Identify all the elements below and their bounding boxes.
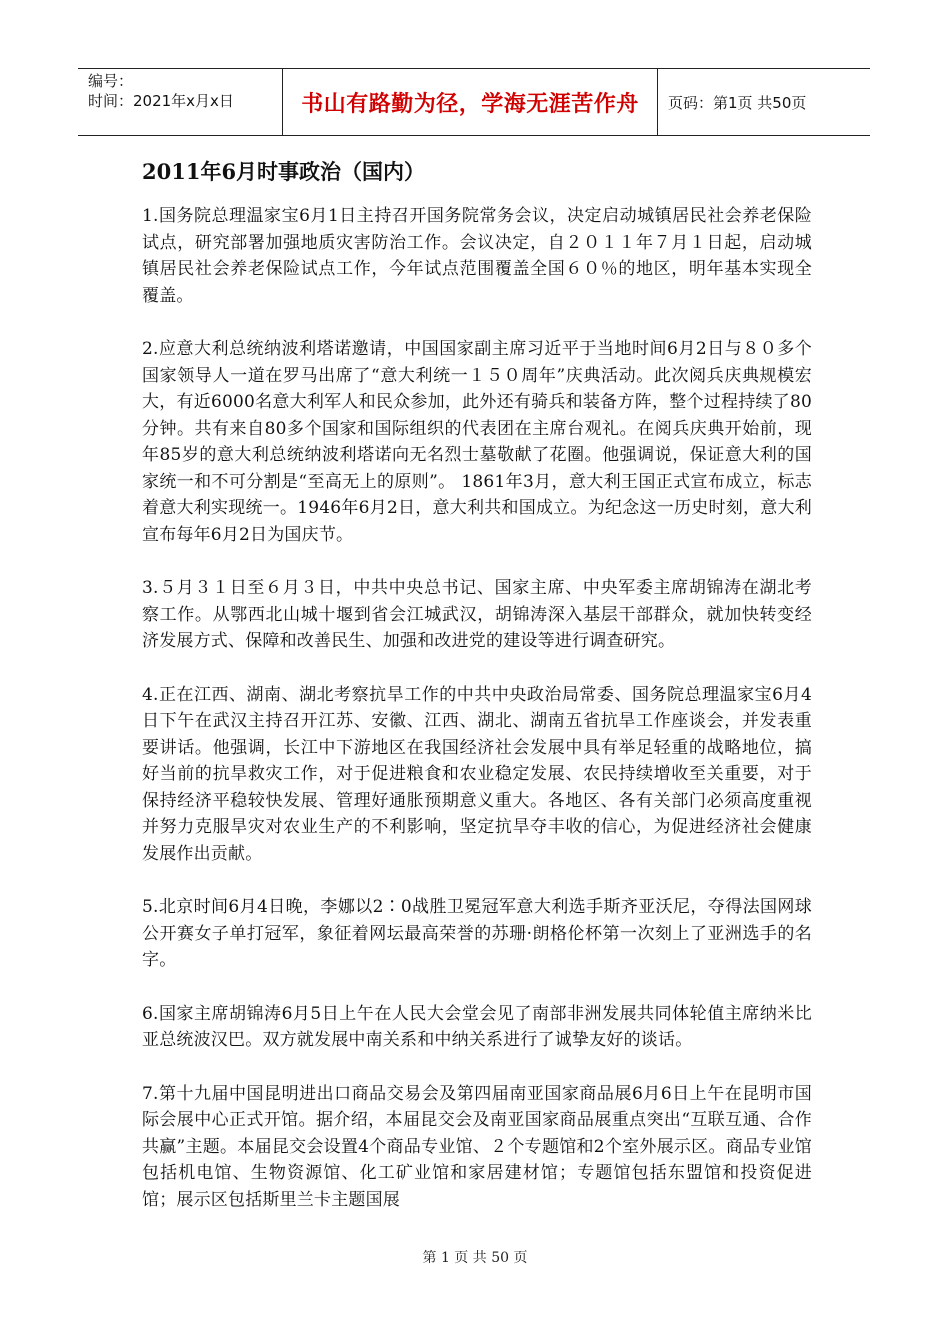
header-page-info: 页码：第1页 共50页 — [658, 69, 871, 136]
header-meta — [78, 69, 283, 136]
paragraph-4: 4.正在江西、湖南、湖北考察抗旱工作的中共中央政治局常委、国务院总理温家宝6月4日下午在武汉主持召开江苏、安徽、江西、湖北、湖南五省抗旱工作座谈会，并发表重要讲话。他强调，长江中下游地区在我国经济社会发展中具有举足轻重的战略地位，搞好当前的抗旱救灾工作，对于促进粮食和农业稳定发展、农民持续增收至关重要，对于保持经济平稳较快发展、管理好通胀预期意义重大。各地区、各有关部门必须高度重视并努力克服旱灾对农业生产的不利影响，坚定抗旱夺丰收的信心，为促进经济社会健康发展作出贡献。 — [142, 684, 812, 864]
paragraph-1: 1.国务院总理温家宝6月1日主持召开国务院常务会议，决定启动城镇居民社会养老保险试点，研究部署加强地质灾害防治工作。会议决定，自２０１１年７月１日起，启动城镇居民社会养老保险试点工作，今年试点范围覆盖全国６０％的地区，明年基本实现全覆盖。 — [142, 206, 812, 306]
paragraph-7: 7.第十九届中国昆明进出口商品交易会及第四届南亚国家商品展6月6日上午在昆明市国际会展中心正式开馆。据介绍，本届昆交会及南亚国家商品展重点突出“互联互通、合作共赢”主题。本届昆交会设置4个商品专业馆、２个专题馆和2个室外展示区。商品专业馆包括机电馆、生物资源馆、化工矿业馆和家居建材馆；专题馆包括东盟馆和投资促进馆；展示区包括斯里兰卡主题国展 — [142, 1083, 812, 1210]
page-footer: 第 1 页 共 50 页 — [422, 1250, 528, 1266]
document-title: 2011年6月时事政治（国内） — [142, 159, 426, 184]
paragraph-3: 3.５月３１日至６月３日，中共中央总书记、国家主席、中央军委主席胡锦涛在湖北考察工作。从鄂西北山城十堰到省会江城武汉，胡锦涛深入基层干部群众，就加快转变经济发展方式、保障和改善民生、加强和改进党的建设等进行调查研究。 — [142, 578, 812, 651]
document-body — [142, 203, 812, 1240]
paragraph-5: 5.北京时间6月4日晚，李娜以2∶0战胜卫冕冠军意大利选手斯齐亚沃尼，夺得法国网球公开赛女子单打冠军，象征着网坛最高荣誉的苏珊·朗格伦杯第一次刻上了亚洲选手的名字。 — [142, 897, 812, 970]
paragraph-6: 6.国家主席胡锦涛6月5日上午在人民大会堂会见了南部非洲发展共同体轮值主席纳米比亚总统波汉巴。双方就发展中南关系和中纳关系进行了诚挚友好的谈话。 — [142, 1003, 812, 1050]
header-motto: 书山有路勤为径，学海无涯苦作舟 — [283, 69, 658, 136]
document-time-label: 时间：2021年x月x日 — [88, 92, 234, 110]
document-number-label: 编号： — [88, 72, 134, 90]
paragraph-2: 2.应意大利总统纳波利塔诺邀请，中国国家副主席习近平于当地时间6月2日与８０多个国家领导人一道在罗马出席了“意大利统一１５０周年”庆典活动。此次阅兵庆典规模宏大，有近6000名意大利军人和民众参加，此外还有骑兵和装备方阵，整个过程持续了80分钟。共有来自80多个国家和国际组织的代表团在主席台观礼。在阅兵庆典开始前，现年85岁的意大利总统纳波利塔诺向无名烈士墓敬献了花圈。他强调说，保证意大利的国家统一和不可分割是“至高无上的原则”。 1861年3月，意大利王国正式宣布成立，标志着意大利实现统一。1946年6月2日，意大利共和国成立。为纪念这一历史时刻，意大利宣布每年6月2日为国庆节。 — [142, 339, 812, 545]
document-header — [78, 68, 870, 136]
